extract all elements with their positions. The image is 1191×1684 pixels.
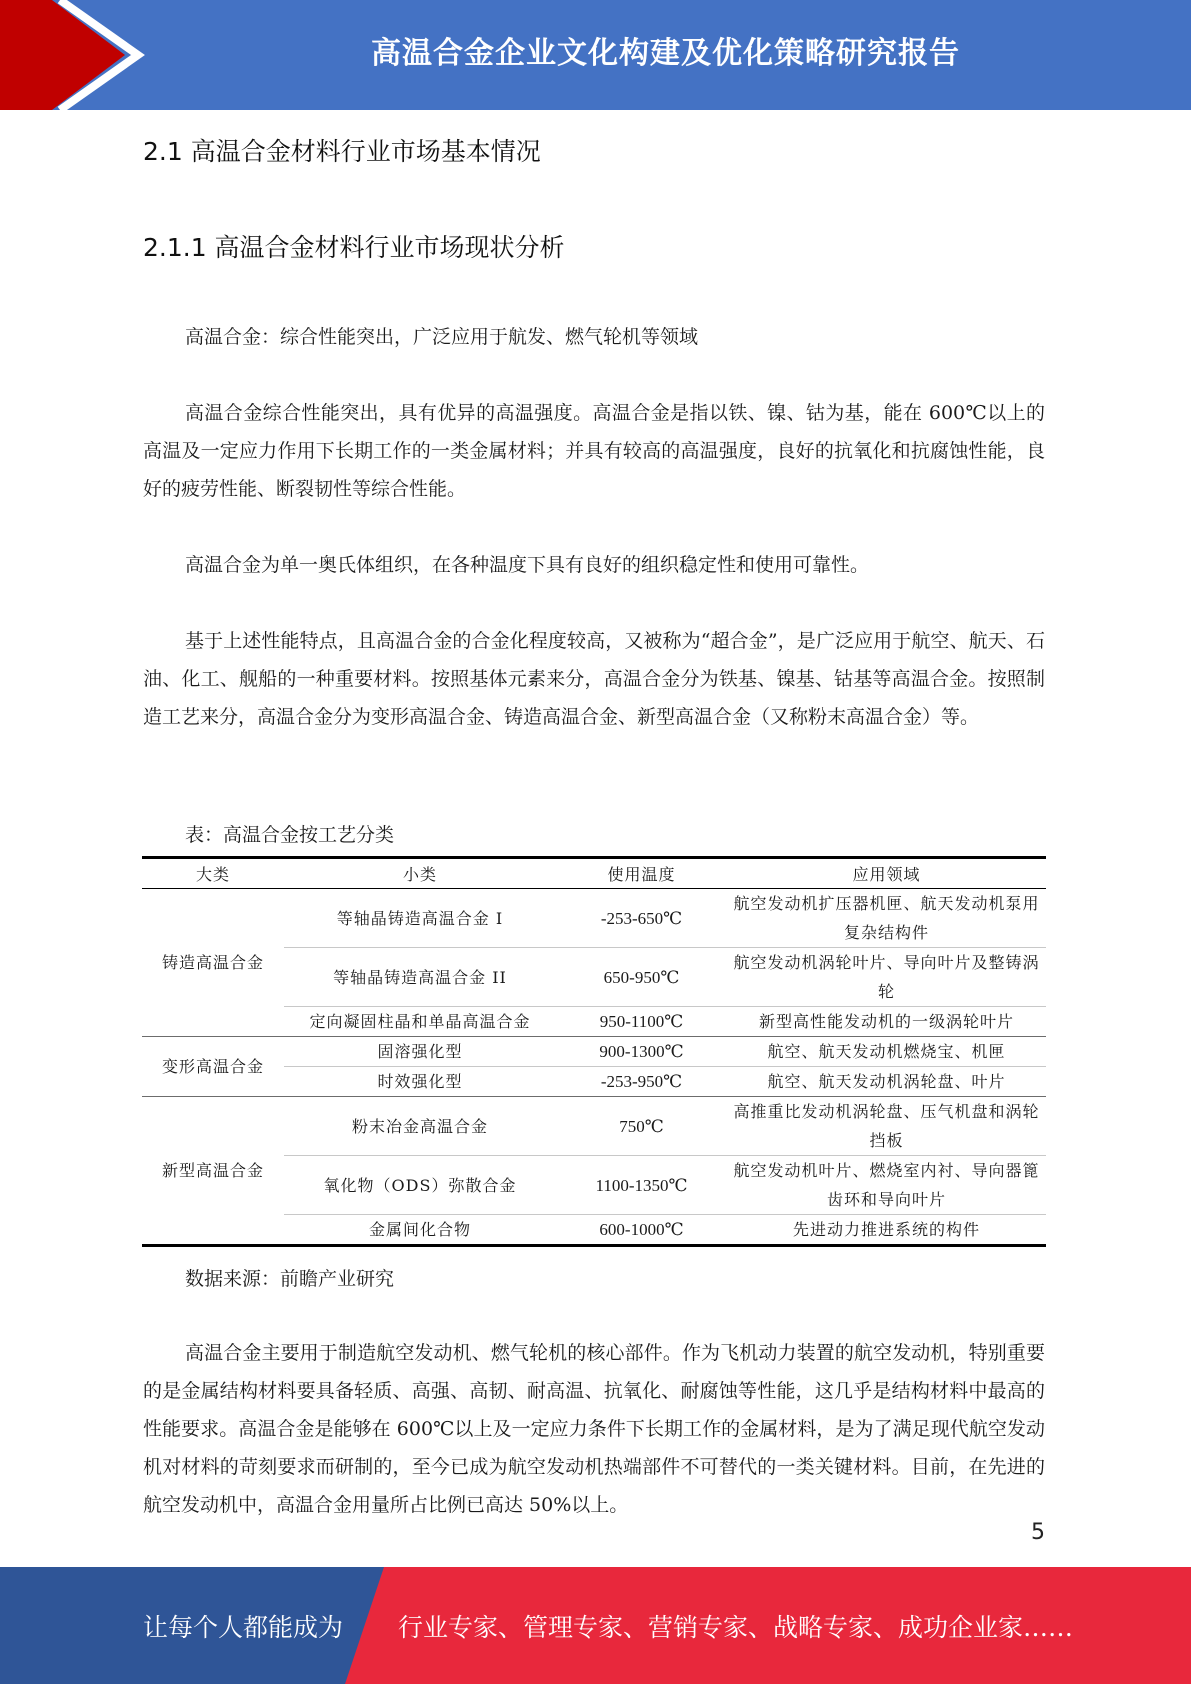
temperature-cell: 900-1300℃ — [556, 1037, 727, 1067]
footer-slogan-left: 让每个人都能成为 — [143, 1612, 344, 1642]
subcategory-cell: 粉末冶金高温合金 — [284, 1097, 556, 1156]
category-cell: 新型高温合金 — [142, 1097, 284, 1246]
temperature-cell: 650-950℃ — [556, 948, 727, 1007]
application-cell: 新型高性能发动机的一级涡轮叶片 — [727, 1007, 1046, 1037]
footer-slogan-right: 行业专家、管理专家、营销专家、战略专家、成功企业家…… — [398, 1612, 1074, 1642]
application-cell: 航空发动机扩压器机匣、航天发动机泵用复杂结构件 — [727, 889, 1046, 948]
header-subcategory: 小类 — [284, 858, 556, 889]
table-caption: 表：高温合金按工艺分类 — [185, 824, 395, 846]
temperature-cell: 750℃ — [556, 1097, 727, 1156]
page-footer — [0, 1567, 1191, 1684]
header-application: 应用领域 — [727, 858, 1046, 889]
subcategory-cell: 氧化物（ODS）弥散合金 — [284, 1156, 556, 1215]
table-header-row — [142, 858, 1046, 889]
temperature-cell: 1100-1350℃ — [556, 1156, 727, 1215]
paragraph-properties: 高温合金综合性能突出，具有优异的高温强度。高温合金是指以铁、镍、钴为基，能在 600℃以上的高温及一定应力作用下长期工作的一类金属材料；并具有较高的高温强度，良好的抗氧化和抗腐蚀性能，良好的疲劳性能、断裂韧性等综合性能。 — [143, 402, 1045, 500]
paragraph-structure: 高温合金为单一奥氏体组织，在各种温度下具有良好的组织稳定性和使用可靠性。 — [185, 554, 870, 576]
page-header — [0, 0, 1191, 110]
header-category: 大类 — [142, 858, 284, 889]
category-cell: 铸造高温合金 — [142, 889, 284, 1037]
paragraph-intro: 高温合金：综合性能突出，广泛应用于航发、燃气轮机等领域 — [185, 326, 699, 348]
header-temperature: 使用温度 — [556, 858, 727, 889]
subcategory-cell: 定向凝固柱晶和单晶高温合金 — [284, 1007, 556, 1037]
application-cell: 航空发动机叶片、燃烧室内衬、导向器篦齿环和导向叶片 — [727, 1156, 1046, 1215]
category-cell: 变形高温合金 — [142, 1037, 284, 1097]
application-cell: 航空、航天发动机涡轮盘、叶片 — [727, 1067, 1046, 1097]
temperature-cell: 950-1100℃ — [556, 1007, 727, 1037]
table-row — [142, 1037, 1046, 1067]
section-heading-2-1-1: 2.1.1 高温合金材料行业市场现状分析 — [143, 233, 565, 262]
subcategory-cell: 金属间化合物 — [284, 1215, 556, 1246]
subcategory-cell: 等轴晶铸造高温合金 I — [284, 889, 556, 948]
application-cell: 航空发动机涡轮叶片、导向叶片及整铸涡轮 — [727, 948, 1046, 1007]
paragraph-applications: 高温合金主要用于制造航空发动机、燃气轮机的核心部件。作为飞机动力装置的航空发动机，特别重要的是金属结构材料要具备轻质、高强、高韧、耐高温、抗氧化、耐腐蚀等性能，这几乎是结构材料中最高的性能要求。高温合金是能够在 600℃以上及一定应力条件下长期工作的金属材料，是为了满足现代航空发动机对材料的苛刻要求而研制的，至今已成为航空发动机热端部件不可替代的一类关键材料。目前，在先进的航空发动机中，高温合金用量所占比例已高达 50%以上。 — [143, 1342, 1045, 1516]
table-source: 数据来源：前瞻产业研究 — [185, 1268, 395, 1290]
paragraph-classification: 基于上述性能特点，且高温合金的合金化程度较高，又被称为“超合金”，是广泛应用于航空、航天、石油、化工、舰船的一种重要材料。按照基体元素来分，高温合金分为铁基、镍基、钴基等高温合金。按照制造工艺来分，高温合金分为变形高温合金、铸造高温合金、新型高温合金（又称粉末高温合金）等。 — [143, 630, 1045, 728]
subcategory-cell: 时效强化型 — [284, 1067, 556, 1097]
subcategory-cell: 固溶强化型 — [284, 1037, 556, 1067]
page-number: 5 — [1031, 1520, 1045, 1545]
application-cell: 航空、航天发动机燃烧宝、机匣 — [727, 1037, 1046, 1067]
table-row — [142, 1097, 1046, 1156]
application-cell: 高推重比发动机涡轮盘、压气机盘和涡轮挡板 — [727, 1097, 1046, 1156]
temperature-cell: -253-950℃ — [556, 1067, 727, 1097]
subcategory-cell: 等轴晶铸造高温合金 II — [284, 948, 556, 1007]
section-heading-2-1: 2.1 高温合金材料行业市场基本情况 — [143, 137, 541, 166]
report-title: 高温合金企业文化构建及优化策略研究报告 — [371, 36, 960, 71]
alloy-classification-table — [142, 856, 1046, 1247]
application-cell: 先进动力推进系统的构件 — [727, 1215, 1046, 1246]
table-row — [142, 889, 1046, 948]
temperature-cell: -253-650℃ — [556, 889, 727, 948]
temperature-cell: 600-1000℃ — [556, 1215, 727, 1246]
